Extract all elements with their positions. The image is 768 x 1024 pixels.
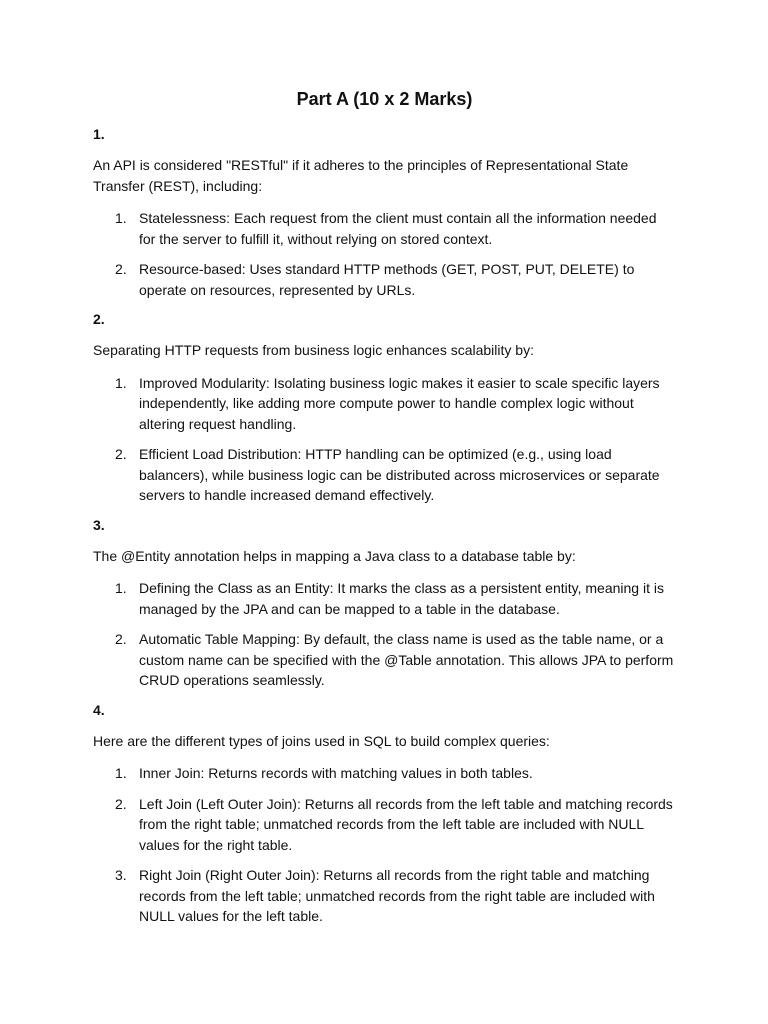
question-1 (93, 125, 676, 300)
list-item (93, 578, 676, 619)
question-intro: Separating HTTP requests from business logic enhances scalability by: (93, 342, 534, 358)
question-3 (93, 516, 676, 691)
list-item (93, 629, 676, 691)
question-number: 3. (93, 516, 105, 533)
list-item-number: 1. (115, 765, 127, 781)
list-item-text: Improved Modularity: Isolating business logic makes it easier to scale specific layers independently, like adding more compute power to handle complex logic without altering request handling. (139, 374, 660, 432)
answer-list (93, 578, 676, 691)
list-item-number: 2. (115, 261, 127, 277)
list-item-number: 3. (115, 867, 127, 883)
answer-list (93, 373, 676, 506)
list-item-text: Automatic Table Mapping: By default, the class name is used as the table name, or a custom name can be specified with the @Table annotation. This allows JPA to perform CRUD operations seamlessly. (139, 631, 674, 688)
list-item (93, 865, 676, 927)
question-2 (93, 310, 676, 506)
list-item-number: 2. (115, 446, 127, 462)
question-intro: The @Entity annotation helps in mapping a Java class to a database table by: (93, 547, 576, 564)
list-item-text: Right Join (Right Outer Join): Returns all records from the right table and matching records from the left table; unmatched records from the right table are included with NULL values for the left table. (139, 867, 655, 924)
question-intro: An API is considered "RESTful" if it adheres to the principles of Representational State Transfer (REST), including: (93, 157, 629, 194)
list-item (93, 794, 676, 856)
answer-list (93, 208, 676, 300)
list-item-text: Inner Join: Returns records with matching values in both tables. (139, 765, 533, 781)
question-number: 2. (93, 311, 105, 327)
question-number: 1. (93, 126, 105, 142)
list-item (93, 373, 676, 435)
list-item-number: 1. (115, 210, 127, 226)
list-item-number: 2. (115, 795, 127, 812)
page-title: Part A (10 x 2 Marks) (296, 89, 473, 109)
list-item-number: 1. (115, 580, 127, 596)
list-item (93, 763, 676, 784)
answer-list (93, 763, 676, 927)
question-number: 4. (93, 701, 105, 718)
list-item (93, 208, 676, 249)
list-item-text: Resource-based: Uses standard HTTP methods (GET, POST, PUT, DELETE) to operate on resources, represented by URLs. (139, 261, 635, 298)
list-item (93, 444, 676, 506)
list-item-text: Defining the Class as an Entity: It marks the class as a persistent entity, meaning it is managed by the JPA and can be mapped to a table in the database. (139, 580, 664, 617)
list-item-number: 2. (115, 631, 127, 647)
list-item-text: Efficient Load Distribution: HTTP handling can be optimized (e.g., using load balancers), while business logic can be distributed across microservices or separate servers to handle increased demand effectively. (139, 446, 660, 503)
question-4 (93, 701, 676, 927)
list-item (93, 259, 676, 300)
list-item-text: Statelessness: Each request from the client must contain all the information needed for the server to fulfill it, without relying on stored context. (139, 210, 657, 247)
question-intro: Here are the different types of joins used in SQL to build complex queries: (93, 732, 550, 749)
list-item-text: Left Join (Left Outer Join): Returns all records from the left table and matching records from the right table; unmatched records from the left table are included with NULL values for the right table. (139, 795, 673, 853)
list-item-number: 1. (115, 374, 127, 391)
